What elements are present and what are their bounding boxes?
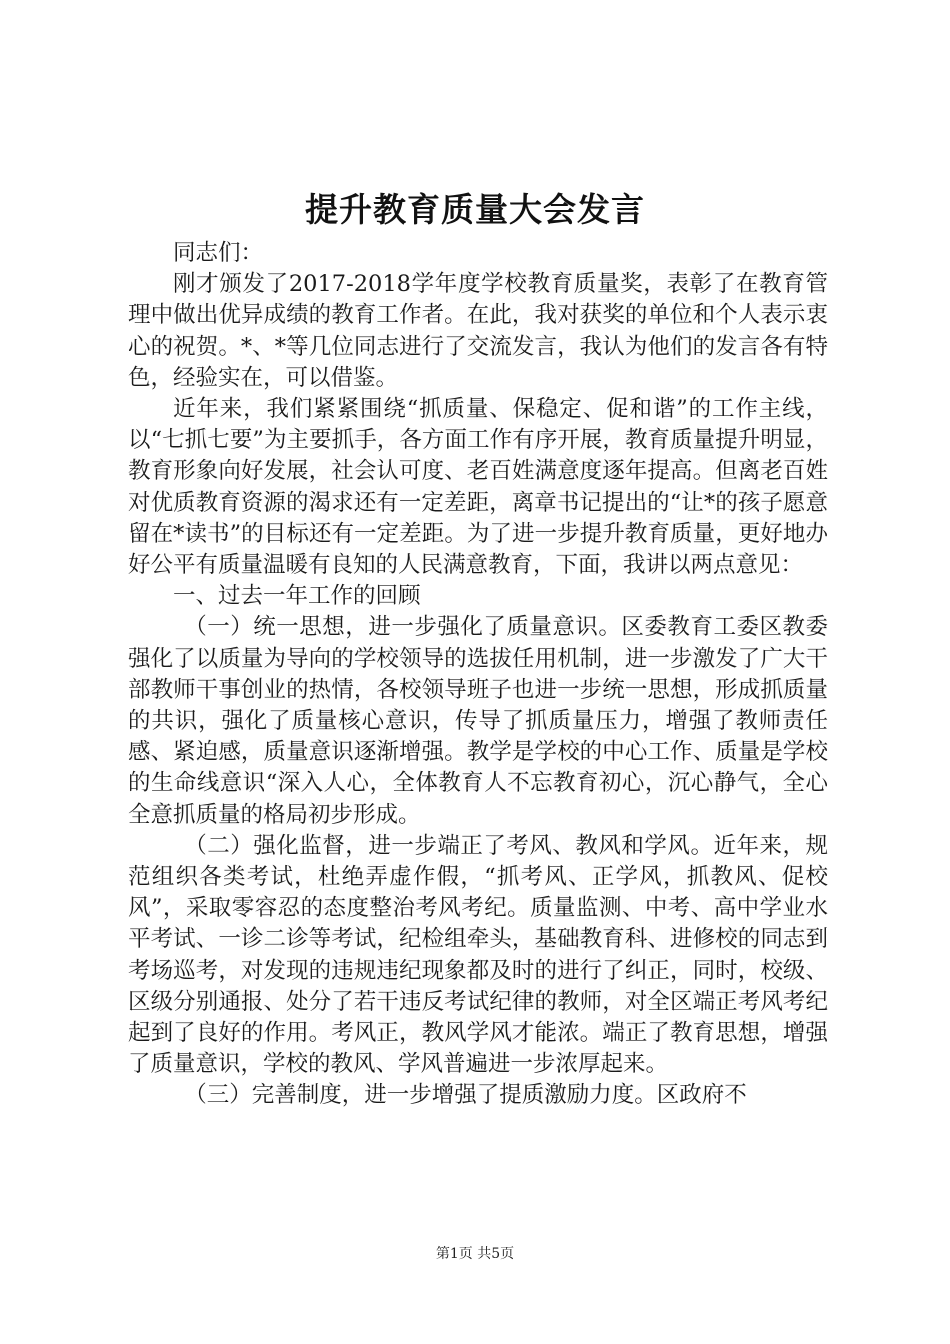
subsection-paragraph: （三）完善制度，进一步增强了提质激励力度。区政府不 xyxy=(184,1082,747,1109)
paragraph: 近年来，我们紧紧围绕“抓质量、保稳定、促和谐”的工作主线，以“七抓七要”为主要抓手，各方面工作有序开展，教育质量提升明显，教育形象向好发展，社会认可度、老百姓满意度逐年提高。但离老百姓对优质教育资源的渴求还有一定差距，离章书记提出的“让*的孩子愿意留在*读书”的目标还有一定差距。为了进一步提升教育质量，更好地办好公平有质量温暖有良知的人民满意教育，下面，我讲以两点意见： xyxy=(128,396,828,579)
section-heading: 一、过去一年工作的回顾 xyxy=(173,583,421,610)
document-body xyxy=(128,238,828,1112)
subsection-paragraph: （二）强化监督，进一步端正了考风、教风和学风。近年来，规范组织各类考试，杜绝弄虚作假，“抓考风、正学风，抓教风、促校风”，采取零容忍的态度整治考风考纪。质量监测、中考、高中学业水平考试、一诊二诊等考试，纪检组牵头，基础教育科、进修校的同志到考场巡考，对发现的违规违纪现象都及时的进行了纠正，同时，校级、区级分别通报、处分了若干违反考试纪律的教师，对全区端正考风考纪起到了良好的作用。考风正，教风学风才能浓。端正了教育思想，增强了质量意识，学校的教风、学风普遍进一步浓厚起来。 xyxy=(128,832,828,1078)
paragraph: 刚才颁发了2017-2018学年度学校教育质量奖，表彰了在教育管理中做出优异成绩的教育工作者。在此，我对获奖的单位和个人表示衷心的祝贺。*、*等几位同志进行了交流发言，我认为他们的发言各有特色，经验实在，可以借鉴。 xyxy=(128,271,828,391)
document-title: 提升教育质量大会发言 xyxy=(305,190,645,229)
page-footer: 第1页 共5页 xyxy=(435,1246,515,1262)
subsection-paragraph: （一）统一思想，进一步强化了质量意识。区委教育工委区教委强化了以质量为导向的学校领导的选拔任用机制，进一步激发了广大干部教师干事创业的热情，各校领导班子也进一步统一思想，形成抓质量的共识，强化了质量核心意识，传导了抓质量压力，增强了教师责任感、紧迫感，质量意识逐渐增强。教学是学校的中心工作、质量是学校的生命线意识“深入人心，全体教育人不忘教育初心，沉心静气，全心全意抓质量的格局初步形成。 xyxy=(128,614,828,828)
salutation: 同志们： xyxy=(173,240,264,266)
